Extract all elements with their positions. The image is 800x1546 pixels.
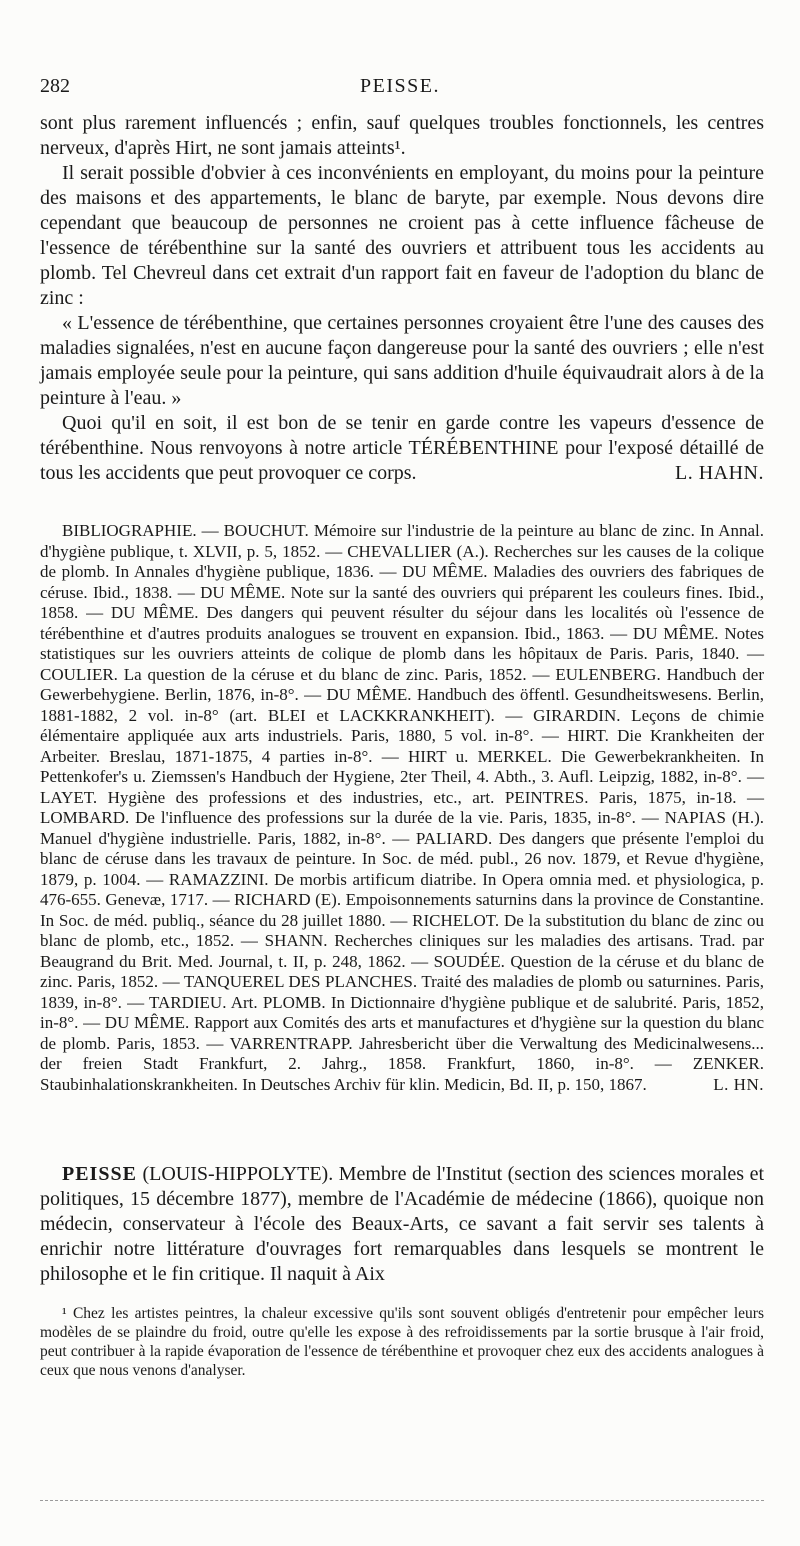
running-head: PEISSE. xyxy=(360,75,440,97)
entry-headword: PEISSE xyxy=(62,1163,137,1185)
conclusion-text: Quoi qu'il en soit, il est bon de se tenir en garde contre les vapeurs d'essence de térébenthine. Nous renvoyons à notre article TÉRÉBENTHINE pour l'exposé détaillé de tous les accidents que peut provoquer ce corps. xyxy=(40,412,764,484)
bibliography xyxy=(40,521,764,1095)
bibliography-signature: L. HN. xyxy=(713,1074,764,1094)
footnote xyxy=(40,1304,764,1380)
entry-paragraph xyxy=(40,1162,764,1287)
bottom-divider xyxy=(40,1500,764,1501)
article-conclusion xyxy=(40,111,764,486)
bibliography-text: BIBLIOGRAPHIE. — BOUCHUT. Mémoire sur l'industrie de la peinture au blanc de zinc. In Annal. d'hygiène publique, t. XLVII, p. 5, 1852. — CHEVALLIER (A.). Recherches sur les causes de la colique de plomb. In Annales d'hygiène publique, 1836. — DU MÊME. Maladies des ouvriers des fabriques de céruse. Ibid., 1838. — DU MÊME. Note sur la santé des ouvriers qui préparent les couleurs fines. Ibid., 1858. — DU MÊME. Des dangers qui peuvent résulter du séjour dans les localités où l'essence de térébenthine et d'autres produits analogues se trouvent en expansion. Ibid., 1863. — DU MÊME. Notes statistiques sur les ouvriers atteints de colique de plomb dans les hôpitaux de Paris. Paris, 1840. — COULIER. La question de la céruse et du blanc de zinc. Paris, 1852. — EULENBERG. Handbuch der Gewerbehygiene. Berlin, 1876, in-8°. — DU MÊME. Handbuch des öffentl. Gesundheitswesens. Berlin, 1881-1882, 2 vol. in-8° (art. BLEI et LACKKRANKHEIT). — GIRARDIN. Leçons de chimie élémentaire appliquée aux arts industriels. Paris, 1880, 5 vol. in-8°. — HIRT. Die Krankheiten der Arbeiter. Breslau, 1871-1875, 4 parties in-8°. — HIRT u. MERKEL. Die Gewerbekrankheiten. In Pettenkofer's u. Ziemssen's Handbuch der Hygiene, 2ter Theil, 4. Abth., 3. Aufl. Leipzig, 1882, in-8°. — LAYET. Hygiène des professions et des industries, etc., art. PEINTRES. Paris, 1875, in-18. — LOMBARD. De l'influence des professions sur la durée de la vie. Paris, 1835, in-8°. — NAPIAS (H.). Manuel d'hygiène industrielle. Paris, 1882, in-8°. — PALIARD. Des dangers que présente l'emploi du blanc de céruse dans les travaux de peinture. In Soc. de méd. publ., 26 nov. 1879, et Revue d'hygiène, 1879, p. 1004. — RAMAZZINI. De morbis artificum diatribe. In Opera omnia med. et physiologica, p. 476-655. Genevæ, 1717. — RICHARD (E). Empoisonnements saturnins dans la province de Constantine. In Soc. de méd. publiq., séance du 28 juillet 1880. — RICHELOT. De la substitution du blanc de zinc ou blanc de plomb, etc., 1852. — SHANN. Recherches cliniques sur les maladies des artisans. Trad. par Beaugrand du Brit. Med. Journal, t. II, p. 248, 1862. — SOUDÉE. Question de la céruse et du blanc de zinc. Paris, 1852. — TANQUEREL DES PLANCHES. Traité des maladies de plomb ou saturnines. Paris, 1839, in-8°. — TARDIEU. Art. PLOMB. In Dictionnaire d'hygiène publique et de salubrité. Paris, 1852, in-8°. — DU MÊME. Rapport aux Comités des arts et manufactures et d'hygiène sur la question du blanc de plomb. Paris, 1853. — VARRENTRAPP. Jahresbericht über die Verwaltung des Medicinalwesens... der freien Stadt Frankfurt, 2. Jahrg., 1858. Frankfurt, 1860, in-8°. — ZENKER. Staubinhalationskrankheiten. In Deutsches Archiv für klin. Medicin, Bd. II, p. 150, 1867. xyxy=(40,521,764,1094)
paragraph-alternatives: Il serait possible d'obvier à ces inconvénients en employant, du moins pour la peinture des maisons et des appartements, le blanc de baryte, par exemple. Nous devons dire cependant que beaucoup de personnes ne croient pas à cette influence fâcheuse de l'essence de térébenthine sur la santé des ouvriers et attribuent tous les accidents au plomb. Tel Chevreul dans cet extrait d'un rapport fait en faveur de l'adoption du blanc de zinc : xyxy=(40,162,764,309)
paragraph-conclusion xyxy=(40,411,764,486)
page-number: 282 xyxy=(40,75,70,97)
page-header xyxy=(40,75,760,103)
author-signature: L. HAHN. xyxy=(675,462,764,484)
paragraph-continuation: sont plus rarement influencés ; enfin, sauf quelques troubles fonctionnels, les centres nerveux, d'après Hirt, ne sont jamais atteints¹. xyxy=(40,112,764,159)
peisse-entry xyxy=(40,1162,764,1287)
paragraph-chevreul-quote: « L'essence de térébenthine, que certaines personnes croyaient être l'une des causes des maladies signalées, n'est en aucune façon dangereuse pour la santé des ouvriers ; elle n'est jamais employée seule pour la peinture, qui sans addition d'huile équivaudrait alors à de la peinture à l'eau. » xyxy=(40,312,764,409)
entry-text: (LOUIS-HIPPOLYTE). Membre de l'Institut (section des sciences morales et politiques, 15 décembre 1877), membre de l'Académie de médecine (1866), quoique non médecin, conservateur à l'école des Beaux-Arts, ce savant a fait servir ses talents à enrichir notre littérature d'ouvrages fort remarquables dans lesquels se montrent le philosophe et le fin critique. Il naquit à Aix xyxy=(40,1163,764,1285)
bibliography-paragraph xyxy=(40,521,764,1095)
footnote-text: ¹ Chez les artistes peintres, la chaleur excessive qu'ils sont souvent obligés d'entretenir pour empêcher leurs modèles de se plaindre du froid, outre qu'elle les expose à des refroidissements par la sortie brusque à l'air froid, peut contribuer à la rapide évaporation de l'essence de térébenthine et provoquer chez eux des accidents analogues à ceux que nous venons d'analyser. xyxy=(40,1305,764,1379)
